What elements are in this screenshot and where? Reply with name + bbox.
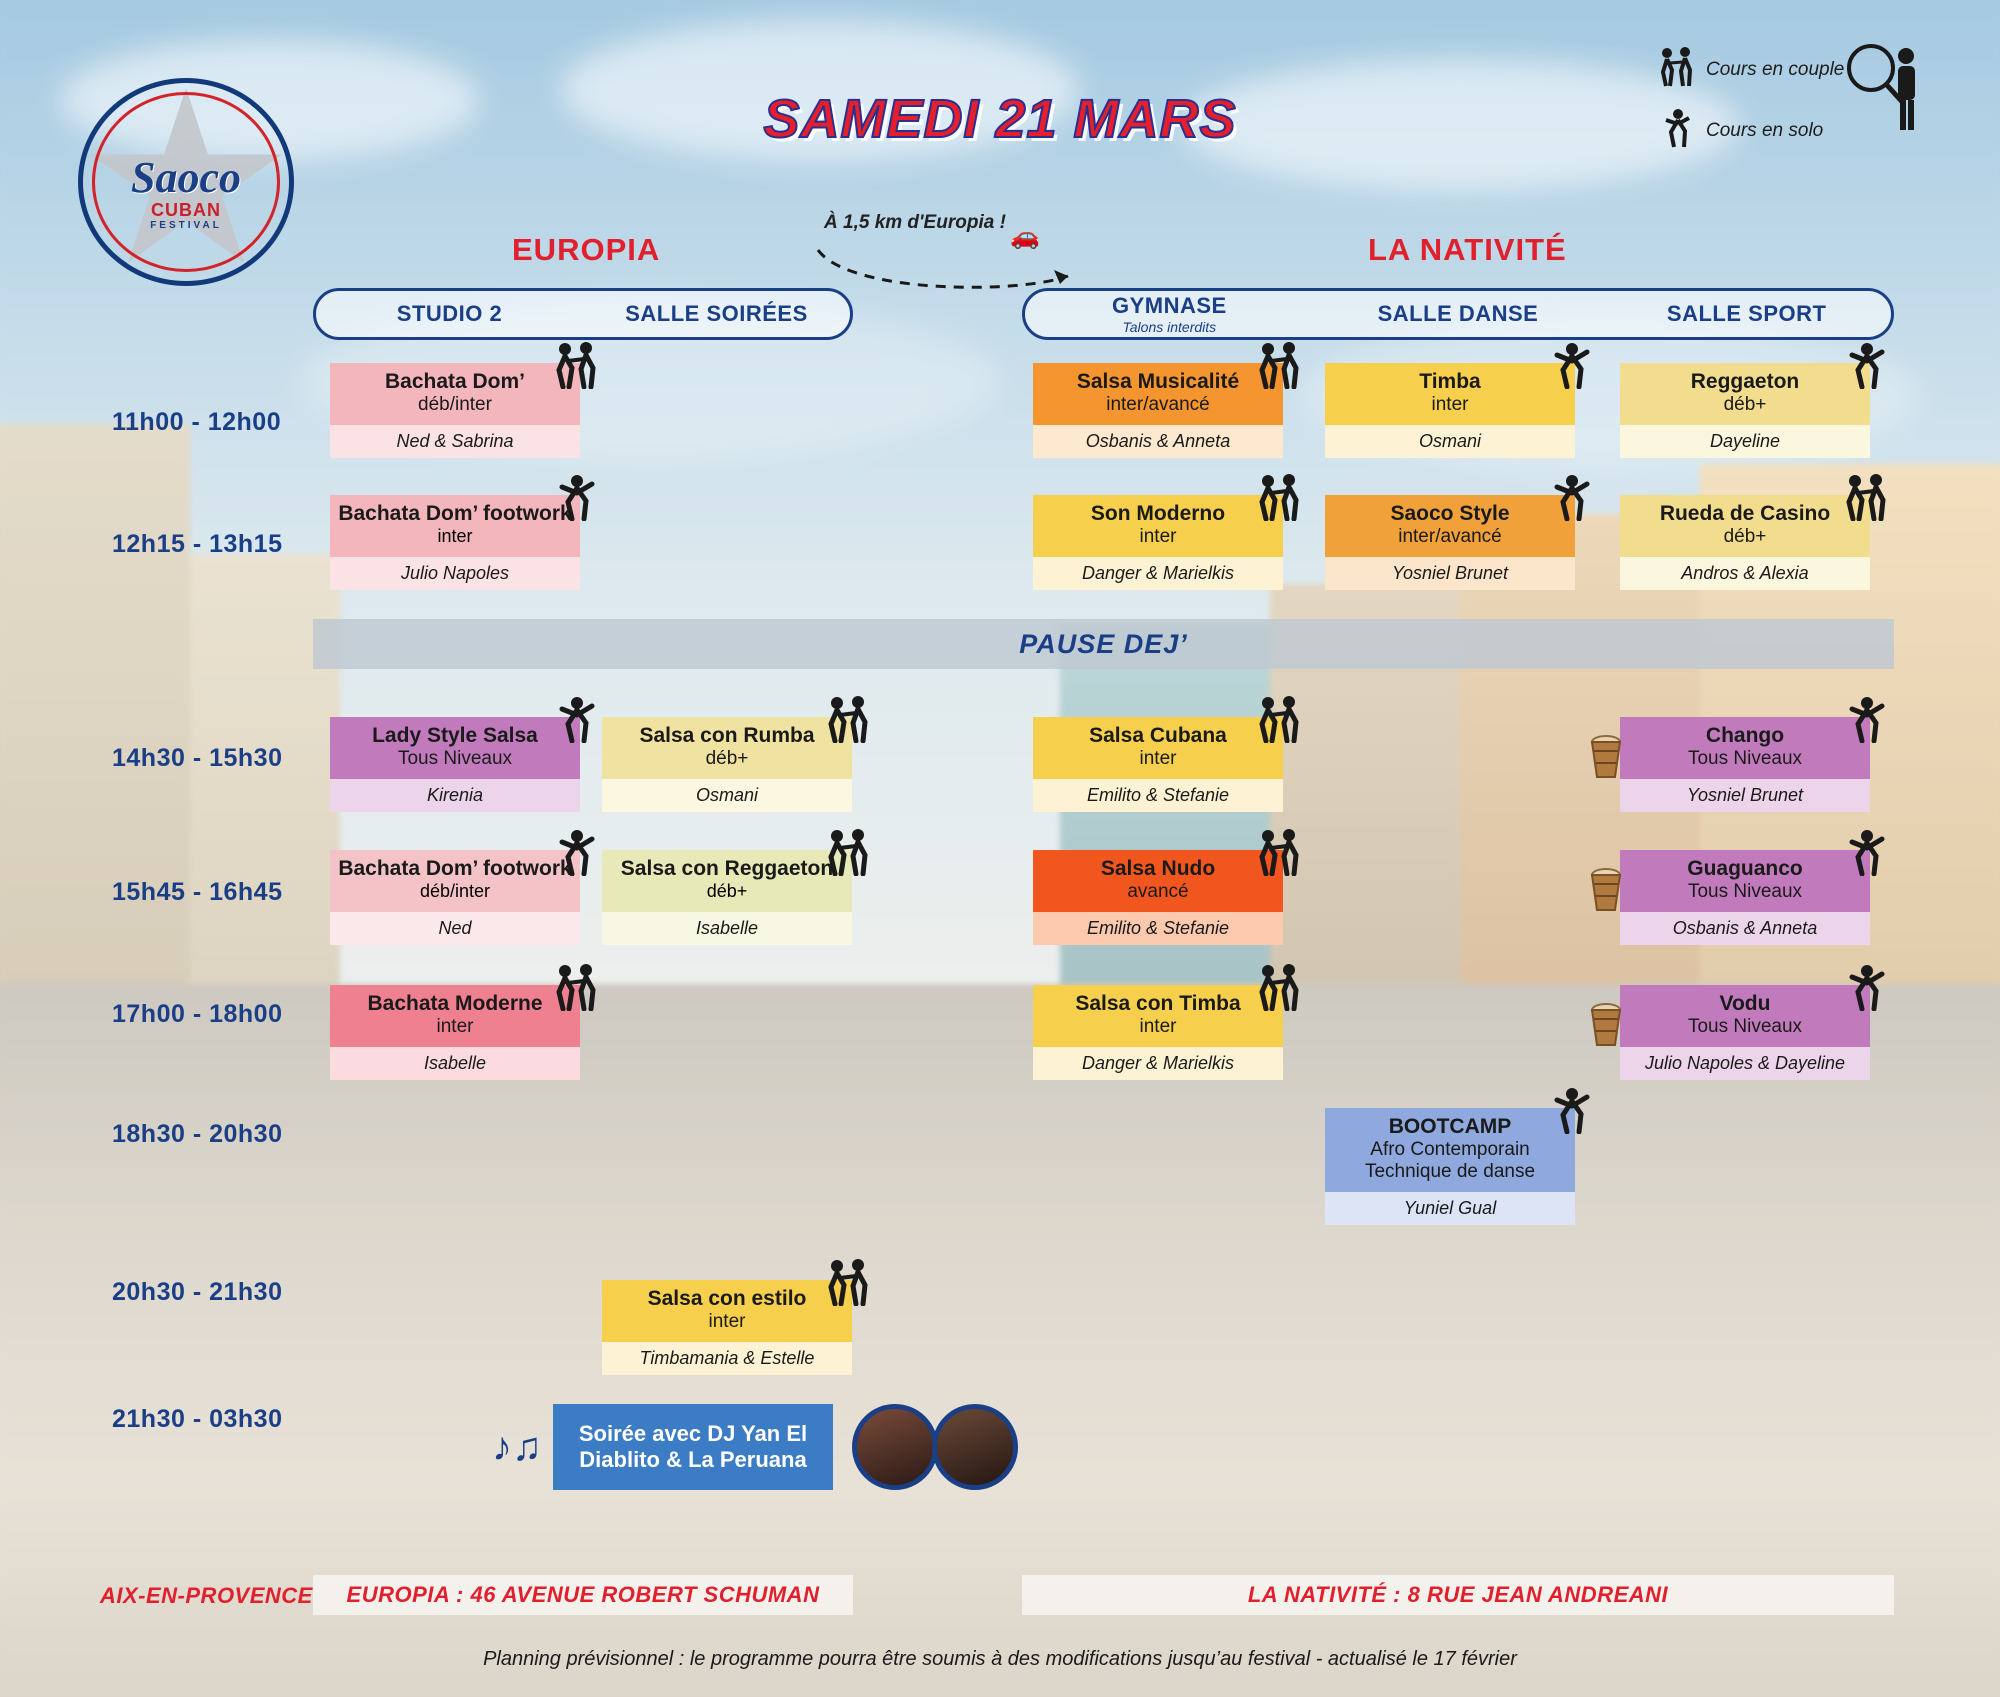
- class-level: avancé: [1127, 881, 1189, 903]
- class-teacher: Emilito & Stefanie: [1033, 779, 1283, 812]
- solo-dance-icon: [554, 828, 598, 876]
- class-card-salsa-con-estilo[interactable]: [602, 1280, 852, 1375]
- class-teacher: Kirenia: [330, 779, 580, 812]
- class-teacher: Timbamania & Estelle: [602, 1342, 852, 1375]
- class-title-block: [1033, 363, 1283, 425]
- logo-name: Saoco: [131, 153, 241, 202]
- class-name: Bachata Dom’ footwork: [338, 502, 572, 525]
- class-level: déb/inter: [418, 394, 492, 416]
- class-name: Rueda de Casino: [1659, 502, 1831, 525]
- class-level: inter: [1139, 1016, 1177, 1038]
- time-label-1700: 17h00 - 18h00: [112, 1000, 283, 1028]
- address-nativite: LA NATIVITÉ : 8 RUE JEAN ANDREANI: [1022, 1575, 1894, 1615]
- class-teacher: Danger & Marielkis: [1033, 1047, 1283, 1080]
- legend: [1658, 46, 1928, 168]
- solo-dance-icon: [1549, 1086, 1593, 1134]
- class-card-guaguanco[interactable]: [1620, 850, 1870, 945]
- solo-dance-icon: [1844, 695, 1888, 743]
- class-title-block: [1325, 495, 1575, 557]
- class-name: Lady Style Salsa: [372, 724, 538, 747]
- drum-icon: [1586, 733, 1626, 781]
- class-name: Saoco Style: [1390, 502, 1510, 525]
- class-name: Bachata Dom’ footwork: [338, 857, 572, 880]
- class-level: Technique de danse: [1364, 1161, 1536, 1183]
- couple-dance-icon: [554, 963, 598, 1011]
- gymnase-note: Talons interdits: [1122, 319, 1217, 335]
- class-card-bachata-footwork-2[interactable]: [330, 850, 580, 945]
- dj-photo-2: [932, 1404, 1018, 1490]
- class-title-block: [1033, 850, 1283, 912]
- class-name: Chango: [1705, 724, 1785, 747]
- class-title-block: [1620, 363, 1870, 425]
- class-card-rueda-de-casino[interactable]: [1620, 495, 1870, 590]
- class-card-salsa-con-rumba[interactable]: [602, 717, 852, 812]
- class-title-block: [602, 717, 852, 779]
- class-card-salsa-nudo[interactable]: [1033, 850, 1283, 945]
- class-level: déb/inter: [419, 881, 491, 902]
- class-title-block: [330, 850, 580, 912]
- class-teacher: Emilito & Stefanie: [1033, 912, 1283, 945]
- couple-dance-icon: [1658, 46, 1696, 93]
- class-teacher: Dayeline: [1620, 425, 1870, 458]
- class-teacher: Danger & Marielkis: [1033, 557, 1283, 590]
- class-level: déb+: [705, 748, 749, 770]
- solo-dance-icon: [554, 695, 598, 743]
- couple-dance-icon: [554, 341, 598, 389]
- class-title-block: [1620, 985, 1870, 1047]
- room-salle-sport: SALLE SPORT: [1666, 301, 1827, 326]
- couple-dance-icon: [1257, 341, 1301, 389]
- class-level: Afro Contemporain: [1370, 1139, 1530, 1161]
- class-name: Salsa Cubana: [1089, 724, 1227, 747]
- festival-logo: [78, 78, 296, 288]
- time-label-1100: 11h00 - 12h00: [112, 408, 282, 436]
- time-label-2030: 20h30 - 21h30: [112, 1278, 283, 1306]
- solo-dance-icon: [1844, 341, 1888, 389]
- solo-dance-icon: [1549, 473, 1593, 521]
- drum-icon: [1586, 866, 1626, 914]
- class-name: Vodu: [1719, 992, 1771, 1015]
- room-studio-2: STUDIO 2: [396, 301, 503, 326]
- class-level: inter: [1431, 394, 1469, 416]
- room-gymnase: GYMNASE Talons interdits: [1025, 293, 1314, 335]
- class-level: inter/avancé: [1106, 394, 1210, 416]
- room-salle-soirees: SALLE SOIRÉES: [625, 301, 808, 326]
- music-notes-icon: ♪♫: [492, 1425, 542, 1469]
- logo-cuban: CUBAN: [151, 200, 221, 220]
- solo-dance-icon: [554, 473, 598, 521]
- car-icon: 🚗: [1010, 223, 1040, 250]
- legend-label-solo: Cours en solo: [1706, 119, 1824, 141]
- solo-dance-icon: [1549, 341, 1593, 389]
- class-name: Salsa con Rumba: [639, 724, 815, 747]
- couple-dance-icon: [1844, 473, 1888, 521]
- venue-name-nativite: LA NATIVITÉ: [1368, 232, 1567, 267]
- address-europia: EUROPIA : 46 AVENUE ROBERT SCHUMAN: [313, 1575, 853, 1615]
- class-teacher: Osbanis & Anneta: [1033, 425, 1283, 458]
- class-card-bachata-dom[interactable]: [330, 363, 580, 458]
- class-teacher: Osbanis & Anneta: [1620, 912, 1870, 945]
- class-name: Son Moderno: [1090, 502, 1226, 525]
- solo-dance-icon: [1844, 963, 1888, 1011]
- class-name: Salsa Nudo: [1100, 857, 1216, 880]
- room-salle-danse: SALLE DANSE: [1377, 301, 1539, 326]
- time-label-1545: 15h45 - 16h45: [112, 878, 283, 906]
- logo-festival: FESTIVAL: [150, 220, 222, 231]
- class-level: inter: [437, 526, 473, 547]
- page-title: SAMEDI 21 MARS: [763, 89, 1237, 149]
- class-level: Tous Niveaux: [1687, 1016, 1803, 1038]
- couple-dance-icon: [1257, 963, 1301, 1011]
- class-teacher: Osmani: [602, 779, 852, 812]
- class-title-block: [1033, 717, 1283, 779]
- class-level: inter: [1139, 748, 1177, 770]
- class-level: inter: [1139, 526, 1177, 548]
- class-level: déb+: [1723, 394, 1767, 416]
- class-name: Salsa con Reggaeton: [620, 857, 834, 880]
- couple-dance-icon: [826, 1258, 870, 1306]
- class-name: Bachata Moderne: [367, 992, 543, 1015]
- venue-name-europia: EUROPIA: [512, 232, 661, 267]
- travel-note: À 1,5 km d'Europia !: [824, 212, 1006, 233]
- drum-icon: [1586, 1001, 1626, 1049]
- class-teacher: Isabelle: [330, 1047, 580, 1080]
- solo-dance-icon: [1658, 107, 1696, 154]
- class-teacher: Isabelle: [602, 912, 852, 945]
- class-title-block: [1620, 850, 1870, 912]
- class-card-timba[interactable]: [1325, 363, 1575, 458]
- solo-dance-icon: [1844, 828, 1888, 876]
- class-title-block: [602, 850, 852, 912]
- class-card-saoco-style[interactable]: [1325, 495, 1575, 590]
- class-card-salsa-con-timba[interactable]: [1033, 985, 1283, 1080]
- class-title-block: [1033, 495, 1283, 557]
- class-teacher: Julio Napoles: [330, 557, 580, 590]
- lunch-break-bar: PAUSE DEJ’: [313, 619, 1894, 669]
- couple-dance-icon: [826, 828, 870, 876]
- class-title-block: [1325, 1108, 1575, 1192]
- class-teacher: Yosniel Brunet: [1325, 557, 1575, 590]
- class-level: déb+: [706, 881, 748, 902]
- class-level: inter/avancé: [1398, 526, 1502, 548]
- party-banner[interactable]: Soirée avec DJ Yan El Diablito & La Peruana: [553, 1404, 833, 1490]
- class-title-block: [602, 1280, 852, 1342]
- class-name: Bachata Dom’: [384, 370, 526, 393]
- time-label-1830: 18h30 - 20h30: [112, 1120, 283, 1148]
- class-level: déb+: [1723, 526, 1767, 548]
- class-name: Salsa con estilo: [647, 1287, 807, 1310]
- class-card-salsa-cubana[interactable]: [1033, 717, 1283, 812]
- class-name: Salsa con Timba: [1075, 992, 1241, 1015]
- city-label: AIX-EN-PROVENCE: [100, 1583, 313, 1608]
- class-name: BOOTCAMP: [1388, 1115, 1512, 1138]
- class-teacher: Julio Napoles & Dayeline: [1620, 1047, 1870, 1080]
- class-card-salsa-con-reggaeton[interactable]: [602, 850, 852, 945]
- class-card-reggaeton[interactable]: [1620, 363, 1870, 458]
- class-card-son-moderno[interactable]: [1033, 495, 1283, 590]
- class-teacher: Yuniel Gual: [1325, 1192, 1575, 1225]
- class-title-block: [330, 717, 580, 779]
- class-level: Tous Niveaux: [1687, 748, 1803, 770]
- class-level: inter: [436, 1016, 474, 1038]
- class-teacher: Andros & Alexia: [1620, 557, 1870, 590]
- class-title-block: [1033, 985, 1283, 1047]
- room-header-nativite: [1022, 288, 1894, 340]
- class-level: inter: [708, 1311, 746, 1333]
- class-card-vodu[interactable]: [1620, 985, 1870, 1080]
- class-card-bachata-moderne[interactable]: [330, 985, 580, 1080]
- class-title-block: [1325, 363, 1575, 425]
- legend-label-couple: Cours en couple: [1706, 58, 1845, 80]
- class-name: Salsa Musicalité: [1076, 370, 1240, 393]
- time-label-1215: 12h15 - 13h15: [112, 530, 283, 558]
- class-name: Reggaeton: [1690, 370, 1800, 393]
- magnifier-person-icon: [1838, 38, 1928, 148]
- time-label-2130: 21h30 - 03h30: [112, 1405, 283, 1433]
- couple-dance-icon: [1257, 473, 1301, 521]
- class-card-chango[interactable]: [1620, 717, 1870, 812]
- disclaimer: Planning prévisionnel : le programme pourra être soumis à des modifications jusqu’au festival - actualisé le 17 février: [483, 1648, 1517, 1670]
- class-teacher: Ned: [330, 912, 580, 945]
- couple-dance-icon: [1257, 695, 1301, 743]
- couple-dance-icon: [1257, 828, 1301, 876]
- class-teacher: Osmani: [1325, 425, 1575, 458]
- couple-dance-icon: [826, 695, 870, 743]
- room-header-europia: [313, 288, 853, 340]
- class-name: Guaguanco: [1687, 857, 1803, 880]
- class-title-block: [1620, 495, 1870, 557]
- class-card-lady-style-salsa[interactable]: [330, 717, 580, 812]
- class-title-block: [330, 363, 580, 425]
- class-teacher: Ned & Sabrina: [330, 425, 580, 458]
- class-card-salsa-musicalite[interactable]: [1033, 363, 1283, 458]
- class-name: Timba: [1419, 370, 1481, 393]
- class-card-bachata-dom-footwork[interactable]: [330, 495, 580, 590]
- time-label-1430: 14h30 - 15h30: [112, 744, 283, 772]
- class-teacher: Yosniel Brunet: [1620, 779, 1870, 812]
- class-title-block: [330, 495, 580, 557]
- class-level: Tous Niveaux: [1687, 881, 1803, 903]
- travel-arrow-icon: [810, 236, 1090, 296]
- class-title-block: [1620, 717, 1870, 779]
- class-level: Tous Niveaux: [397, 748, 513, 770]
- dj-photo-1: [852, 1404, 938, 1490]
- class-card-bootcamp[interactable]: [1325, 1108, 1575, 1225]
- class-title-block: [330, 985, 580, 1047]
